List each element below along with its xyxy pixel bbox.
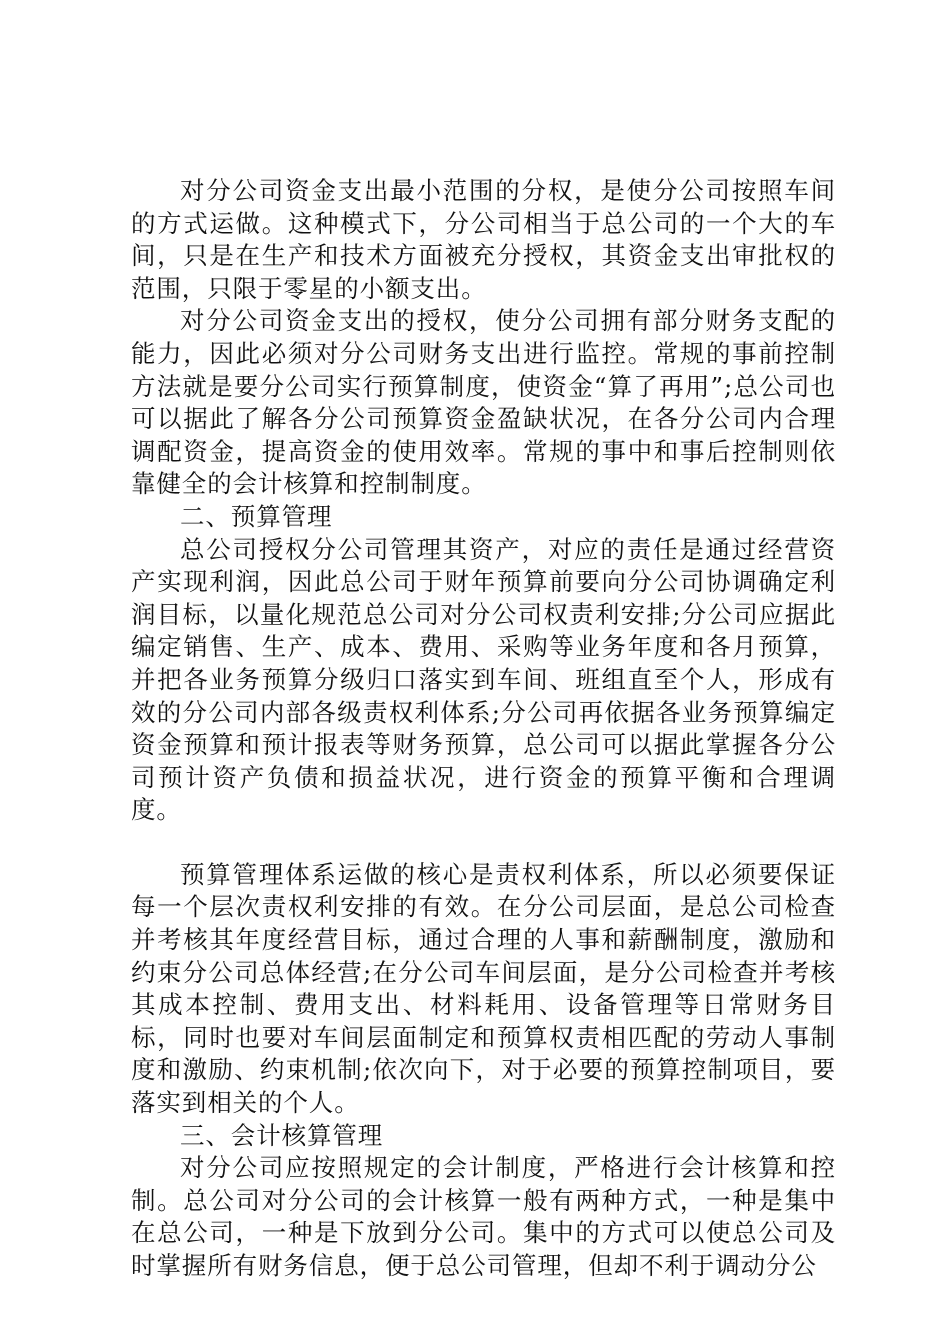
paragraph-responsibility-system: 预算管理体系运做的核心是责权利体系，所以必须要保证每一个层次责权利安排的有效。在分公司层面，是总公司检查并考核其年度经营目标，通过合理的人事和薪酬制度，激励和约束分公司总体经营;在分公司车间层面，是分公司检查并考核其成本控制、费用支出、材料耗用、设备管理等日常财务目标，同时也要对车间层面制定和预算权责相匹配的劳动人事制度和激励、约束机制;依次向下，对于必要的预算控制项目，要落实到相关的个人。 [131, 859, 836, 1118]
paragraph-gap [131, 827, 836, 859]
heading-accounting-management: 三、会计核算管理 [180, 1120, 384, 1150]
heading-budget-management: 二、预算管理 [180, 501, 333, 531]
paragraph-branch-authority: 对分公司资金支出最小范围的分权，是使分公司按照车间的方式运做。这种模式下，分公司相当于总公司的一个大的车间，只是在生产和技术方面被充分授权，其资金支出审批权的范围，只限于零星的小额支出。 [131, 176, 836, 303]
document-body [131, 175, 836, 1283]
paragraph-budget-process: 总公司授权分公司管理其资产，对应的责任是通过经营资产实现利润，因此总公司于财年预算前要向分公司协调确定利润目标，以量化规范总公司对分公司权责利安排;分公司应据此编定销售、生产、成本、费用、采购等业务年度和各月预算，并把各业务预算分级归口落实到车间、班组直至个人，形成有效的分公司内部各级责权利体系;分公司再依据各业务预算编定资金预算和预计报表等财务预算，总公司可以据此掌握各分公司预计资产负债和损益状况，进行资金的预算平衡和合理调度。 [131, 534, 836, 825]
paragraph-expense-control: 对分公司资金支出的授权，使分公司拥有部分财务支配的能力，因此必须对分公司财务支出进行监控。常规的事前控制方法就是要分公司实行预算制度，使资金“算了再用”;总公司也可以据此了解各分公司预算资金盈缺状况，在各分公司内合理调配资金，提高资金的使用效率。常规的事中和事后控制则依靠健全的会计核算和控制制度。 [131, 306, 836, 499]
paragraph-accounting-methods: 对分公司应按照规定的会计制度，严格进行会计核算和控制。总公司对分公司的会计核算一般有两种方式，一种是集中在总公司，一种是下放到分公司。集中的方式可以使总公司及时掌握所有财务信息，便于总公司管理，但却不利于调动分公 [131, 1153, 836, 1280]
